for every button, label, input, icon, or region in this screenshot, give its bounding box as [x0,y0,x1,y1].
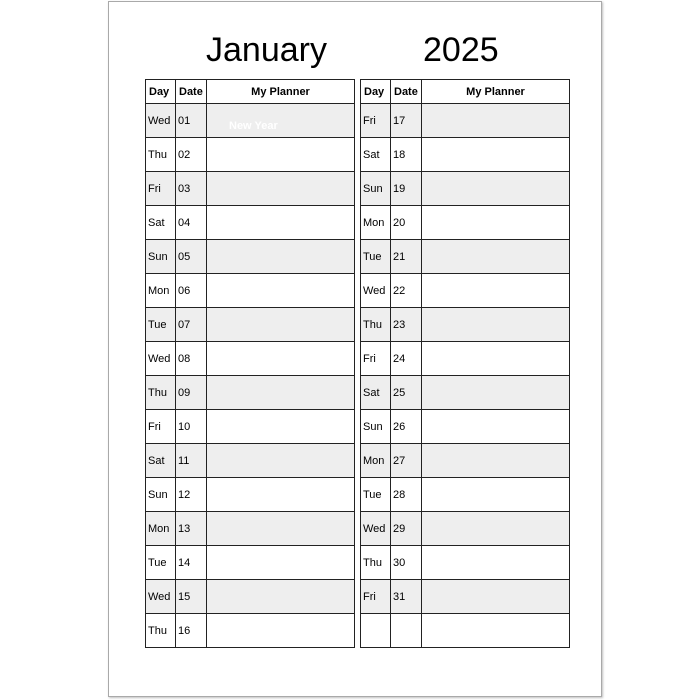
day-cell: Mon [146,512,176,546]
table-row [361,376,570,410]
table-row [146,376,355,410]
date-cell [391,614,422,648]
date-cell: 08 [176,342,207,376]
planner-note-cell[interactable] [207,342,355,376]
day-cell: Fri [361,104,391,138]
planner-note-cell[interactable] [207,580,355,614]
date-cell: 16 [176,614,207,648]
date-cell: 15 [176,580,207,614]
day-cell: Sat [361,138,391,172]
planner-note-cell[interactable] [207,172,355,206]
month-title: January [206,31,327,69]
day-cell: Tue [146,546,176,580]
table-row [361,206,570,240]
planner-note-cell[interactable] [422,138,570,172]
table-row [146,478,355,512]
table-row [146,172,355,206]
date-cell: 02 [176,138,207,172]
table-row [361,410,570,444]
date-cell: 23 [391,308,422,342]
date-cell: 25 [391,376,422,410]
date-cell: 07 [176,308,207,342]
day-cell: Tue [146,308,176,342]
planner-note-cell[interactable] [207,138,355,172]
day-cell: Mon [146,274,176,308]
planner-note-cell[interactable] [207,614,355,648]
day-cell: Fri [361,342,391,376]
date-cell: 22 [391,274,422,308]
table-row [361,580,570,614]
table-row [146,138,355,172]
day-cell: Sun [361,410,391,444]
date-cell: 14 [176,546,207,580]
day-cell: Thu [146,614,176,648]
planner-note-cell[interactable] [422,444,570,478]
day-cell [361,614,391,648]
table-row [146,206,355,240]
day-cell: Fri [361,580,391,614]
date-cell: 17 [391,104,422,138]
table-row [361,512,570,546]
table-row [146,308,355,342]
date-cell: 27 [391,444,422,478]
day-cell: Wed [146,580,176,614]
day-cell: Thu [146,376,176,410]
planner-note-cell[interactable] [422,240,570,274]
table-row [361,546,570,580]
planner-note-cell[interactable] [207,478,355,512]
table-row [361,478,570,512]
day-cell: Sat [146,206,176,240]
table-row [361,342,570,376]
planner-note-cell[interactable] [207,376,355,410]
table-row [146,240,355,274]
table-row [361,308,570,342]
date-cell: 30 [391,546,422,580]
planner-note-cell[interactable] [422,478,570,512]
date-cell: 29 [391,512,422,546]
planner-note-cell[interactable] [422,580,570,614]
day-cell: Fri [146,410,176,444]
planner-note-cell[interactable] [207,104,355,138]
day-cell: Sat [361,376,391,410]
planner-note-cell[interactable] [422,614,570,648]
table-row [361,104,570,138]
date-cell: 09 [176,376,207,410]
date-cell: 28 [391,478,422,512]
day-cell: Sun [361,172,391,206]
day-cell: Thu [361,308,391,342]
table-row [146,580,355,614]
table-row [146,410,355,444]
day-cell: Sun [146,240,176,274]
planner-note-cell[interactable] [422,206,570,240]
date-cell: 24 [391,342,422,376]
day-cell: Sun [146,478,176,512]
day-cell: Wed [146,342,176,376]
table-header-row [146,80,355,104]
date-cell: 18 [391,138,422,172]
column-header-date: Date [391,80,422,104]
table-row [146,274,355,308]
table-row [146,512,355,546]
date-cell: 06 [176,274,207,308]
planner-table-right [360,79,570,648]
planner-note-cell[interactable] [422,546,570,580]
date-cell: 11 [176,444,207,478]
planner-note-cell[interactable] [422,376,570,410]
planner-note-cell[interactable] [422,308,570,342]
table-row [146,546,355,580]
column-header-notes: My Planner [422,80,570,104]
table-row [361,240,570,274]
planner-note-cell[interactable] [207,410,355,444]
table-row [146,444,355,478]
day-cell: Thu [361,546,391,580]
planner-note-cell[interactable] [207,512,355,546]
planner-note-cell[interactable] [207,206,355,240]
table-row [361,172,570,206]
date-cell: 19 [391,172,422,206]
date-cell: 01 [176,104,207,138]
column-header-date: Date [176,80,207,104]
table-header-row [361,80,570,104]
planner-note-cell[interactable] [422,512,570,546]
planner-table-left [145,79,355,648]
table-row [361,444,570,478]
date-cell: 20 [391,206,422,240]
day-cell: Mon [361,444,391,478]
table-row [146,342,355,376]
date-cell: 03 [176,172,207,206]
date-cell: 05 [176,240,207,274]
day-cell: Wed [361,274,391,308]
column-header-day: Day [361,80,391,104]
planner-note-cell[interactable] [422,410,570,444]
planner-note-cell[interactable] [207,274,355,308]
day-cell: Tue [361,478,391,512]
date-cell: 13 [176,512,207,546]
planner-rows-left [146,104,355,648]
planner-note-cell[interactable] [207,308,355,342]
column-header-notes: My Planner [207,80,355,104]
day-cell: Thu [146,138,176,172]
planner-note-cell[interactable] [207,546,355,580]
date-cell: 26 [391,410,422,444]
day-cell: Fri [146,172,176,206]
date-cell: 12 [176,478,207,512]
date-cell: 31 [391,580,422,614]
planner-note-cell[interactable] [422,342,570,376]
table-row [361,614,570,648]
day-cell: Wed [361,512,391,546]
date-cell: 10 [176,410,207,444]
planner-note-cell[interactable] [422,104,570,138]
table-row [361,138,570,172]
column-header-day: Day [146,80,176,104]
day-cell: Wed [146,104,176,138]
planner-note-cell[interactable] [207,444,355,478]
day-cell: Tue [361,240,391,274]
holiday-label: New Year [229,120,278,132]
date-cell: 21 [391,240,422,274]
planner-note-cell[interactable] [207,240,355,274]
planner-rows-right [361,104,570,648]
day-cell: Mon [361,206,391,240]
date-cell: 04 [176,206,207,240]
planner-note-cell[interactable] [422,172,570,206]
planner-note-cell[interactable] [422,274,570,308]
year-title: 2025 [423,31,499,69]
table-row [361,274,570,308]
day-cell: Sat [146,444,176,478]
table-row [146,104,355,138]
table-row [146,614,355,648]
